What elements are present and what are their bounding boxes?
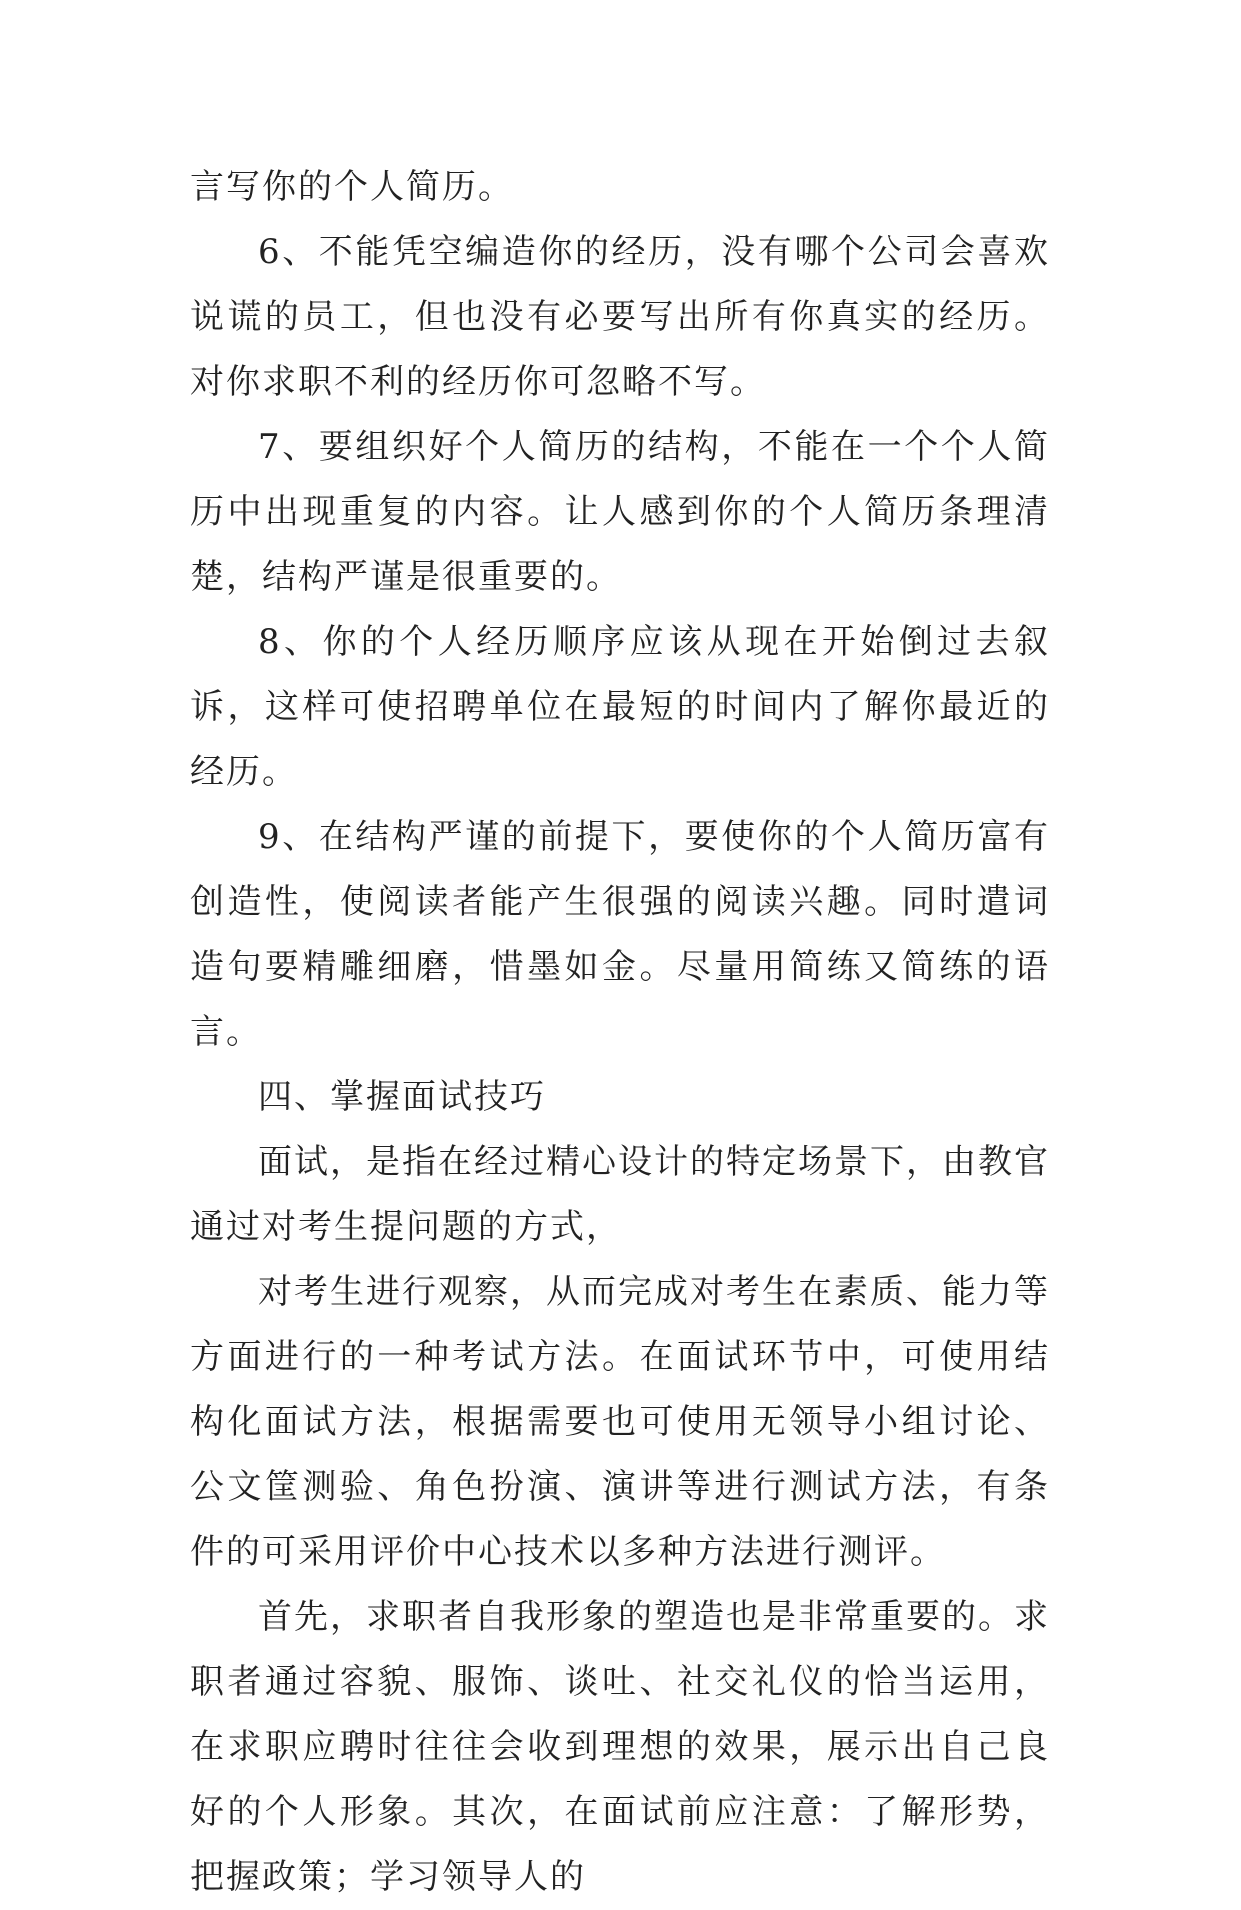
paragraph-item-8: 8、你的个人经历顺序应该从现在开始倒过去叙诉，这样可使招聘单位在最短的时间内了解你最近的经历。 — [190, 622, 1050, 792]
paragraph-item-6: 6、不能凭空编造你的经历，没有哪个公司会喜欢说谎的员工，但也没有必要写出所有你真实的经历。对你求职不利的经历你可忽略不写。 — [190, 232, 1050, 402]
paragraph-interview-definition: 面试，是指在经过精心设计的特定场景下，由教官通过对考生提问题的方式， — [190, 1142, 1050, 1247]
section-heading: 四、掌握面试技巧 — [258, 1077, 546, 1117]
paragraph-self-image: 首先，求职者自我形象的塑造也是非常重要的。求职者通过容貌、服饰、谈吐、社交礼仪的恰当运用，在求职应聘时往往会收到理想的效果，展示出自己良好的个人形象。其次，在面试前应注意：了解形势，把握政策；学习领导人的 — [190, 1597, 1050, 1897]
document-body — [190, 155, 1050, 1910]
paragraph-continuation: 言写你的个人简历。 — [190, 167, 514, 207]
paragraph-item-9: 9、在结构严谨的前提下，要使你的个人简历富有创造性，使阅读者能产生很强的阅读兴趣。同时遣词造句要精雕细磨，惜墨如金。尽量用简练又简练的语言。 — [190, 817, 1050, 1052]
paragraph-item-7: 7、要组织好个人简历的结构，不能在一个个人简历中出现重复的内容。让人感到你的个人简历条理清楚，结构严谨是很重要的。 — [190, 427, 1050, 597]
paragraph-interview-methods: 对考生进行观察，从而完成对考生在素质、能力等方面进行的一种考试方法。在面试环节中，可使用结构化面试方法，根据需要也可使用无领导小组讨论、公文筐测验、角色扮演、演讲等进行测试方法，有条件的可采用评价中心技术以多种方法进行测评。 — [190, 1272, 1050, 1572]
